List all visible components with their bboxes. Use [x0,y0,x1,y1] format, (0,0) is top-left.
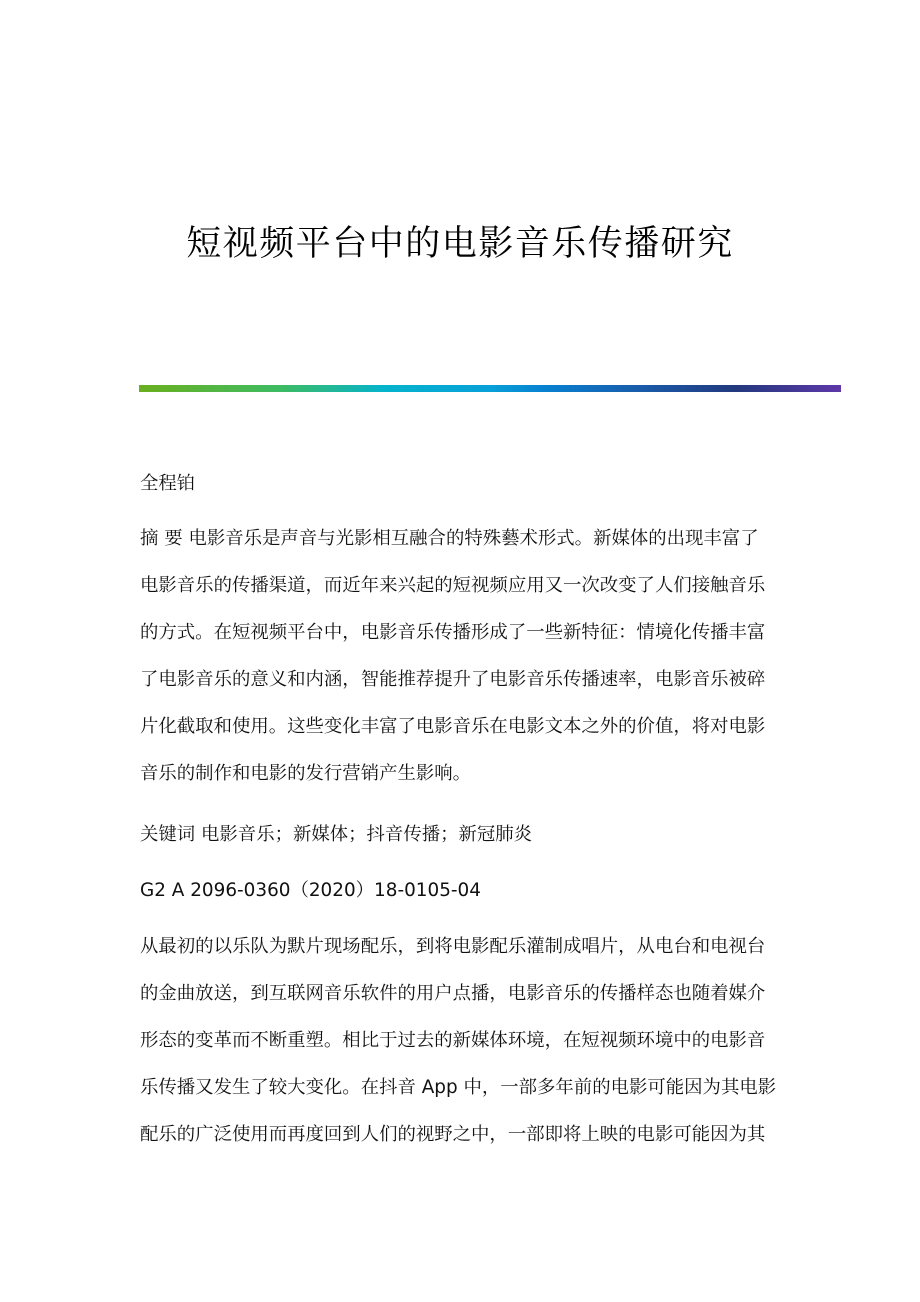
body-line: 配乐的广泛使用而再度回到人们的视野之中，一部即将上映的电影可能因为其 [140,1124,766,1145]
document-title: 短视频平台中的电影音乐传播研究 [186,224,734,264]
author: 全程铂 [140,473,196,494]
gradient-divider [139,385,841,392]
abstract-line: 的方式。在短视频平台中，电影音乐传播形成了一些新特征：情境化传播丰富 [140,622,766,643]
body-line: 的金曲放送，到互联网音乐软件的用户点播，电影音乐的传播样态也随着媒介 [140,983,766,1004]
body-line: 从最初的以乐队为默片现场配乐，到将电影配乐灌制成唱片，从电台和电视台 [140,936,766,957]
classification-code: G2 A 2096-0360（2020）18-0105-04 [140,880,481,901]
body-line: 形态的变革而不断重塑。相比于过去的新媒体环境，在短视频环境中的电影音 [140,1030,766,1051]
body-line: 乐传播又发生了较大变化。在抖音 App 中，一部多年前的电影可能因为其电影 [140,1077,777,1098]
abstract-line: 音乐的制作和电影的发行营销产生影响。 [140,763,472,784]
keywords: 关键词 电影音乐；新媒体；抖音传播；新冠肺炎 [140,824,533,845]
abstract-line: 片化截取和使用。这些变化丰富了电影音乐在电影文本之外的价值，将对电影 [140,716,766,737]
abstract-line: 电影音乐的传播渠道，而近年来兴起的短视频应用又一次改变了人们接触音乐 [140,575,766,596]
abstract-line: 摘 要 电影音乐是声音与光影相互融合的特殊藝术形式。新媒体的出现丰富了 [140,528,759,549]
abstract-line: 了电影音乐的意义和内涵，智能推荐提升了电影音乐传播速率，电影音乐被碎 [140,669,766,690]
